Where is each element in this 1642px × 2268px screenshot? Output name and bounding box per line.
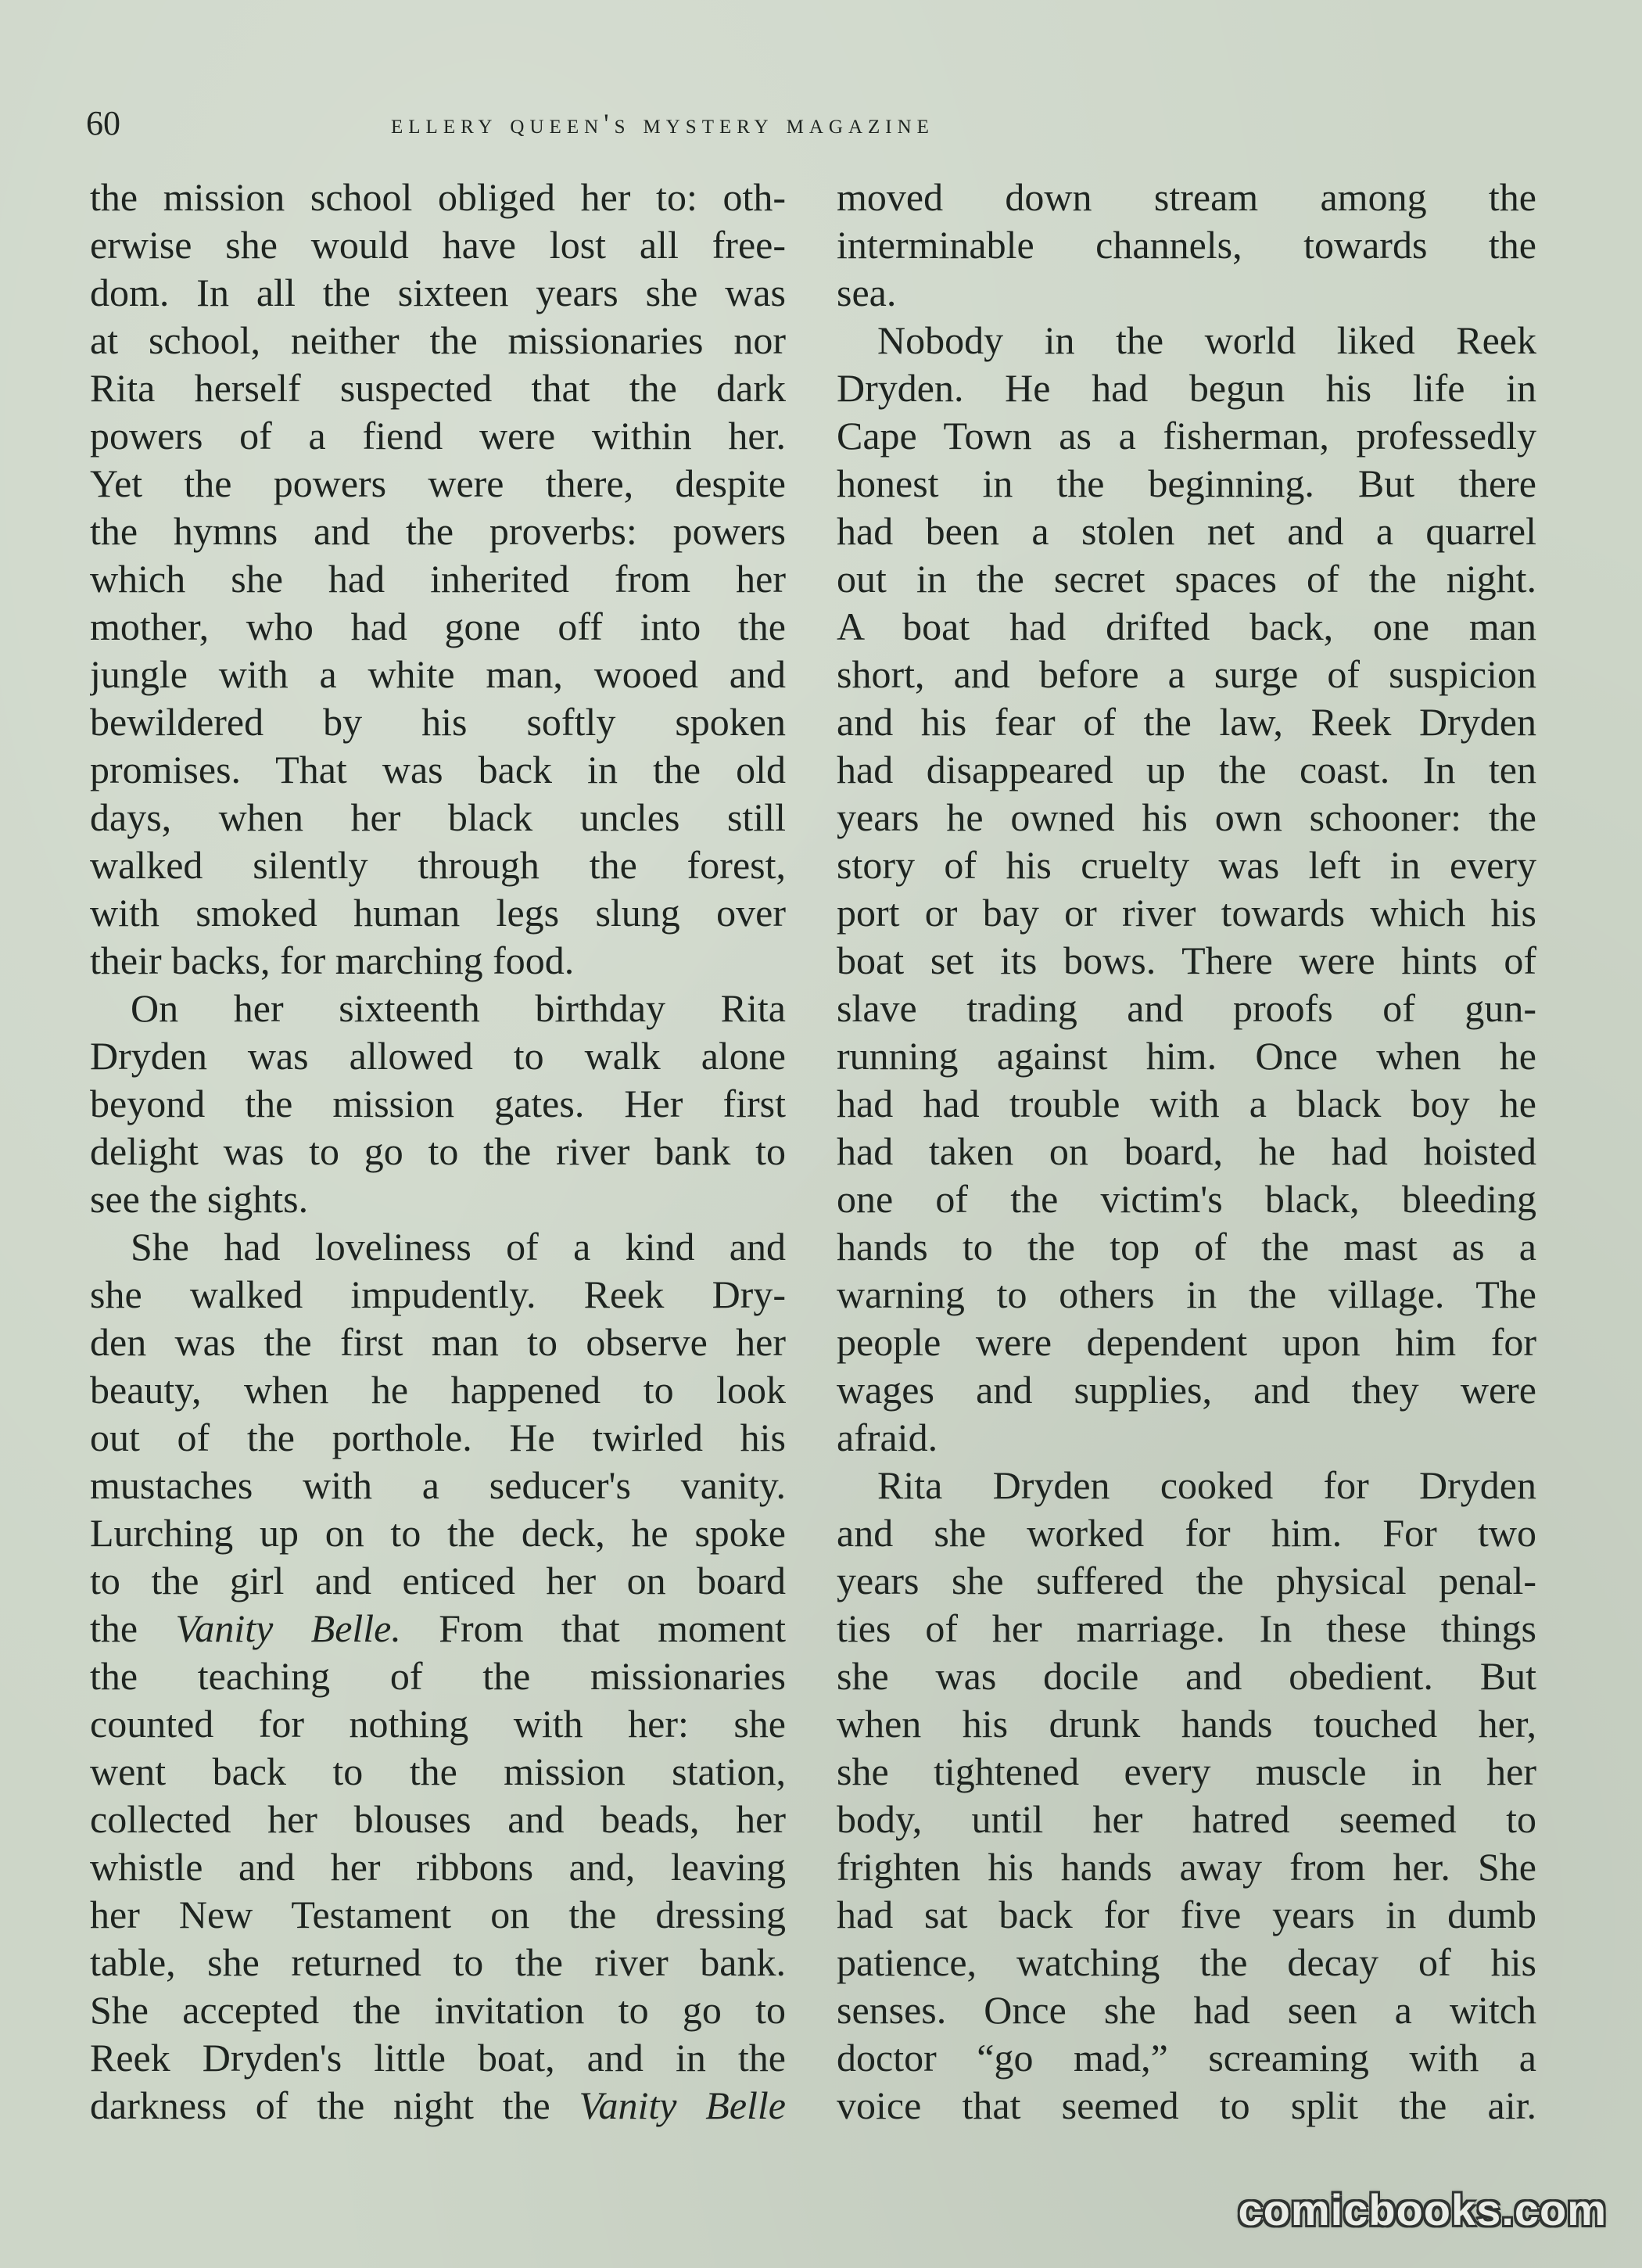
text-line: Rita Dryden cooked for Dryden: [877, 1463, 1536, 1507]
text-line: honest in the beginning. But there: [837, 461, 1536, 505]
text-line: She accepted the invitation to go to: [90, 1988, 786, 2032]
text-line: she walked impudently. Reek Dry-: [90, 1272, 786, 1316]
right-column: [837, 174, 1536, 2130]
text-segment: the: [90, 1606, 176, 1650]
text-line: hands to the top of the mast as a: [837, 1225, 1536, 1269]
text-line: at school, neither the missionaries nor: [90, 318, 786, 362]
text-line: short, and before a surge of suspicion: [837, 652, 1536, 696]
text-line: to the girl and enticed her on board: [90, 1559, 786, 1602]
text-line: had taken on board, he had hoisted: [837, 1129, 1536, 1173]
text-line: Dryden was allowed to walk alone: [90, 1034, 786, 1078]
text-line: slave trading and proofs of gun-: [837, 986, 1536, 1030]
text-line: had had trouble with a black boy he: [837, 1082, 1536, 1125]
text-line: had sat back for five years in dumb: [837, 1893, 1536, 1936]
text-line: frighten his hands away from her. She: [837, 1845, 1536, 1889]
text-line: with smoked human legs slung over: [90, 891, 786, 935]
text-line: beyond the mission gates. Her first: [90, 1082, 786, 1125]
text-line: den was the first man to observe her: [90, 1320, 786, 1364]
text-line: jungle with a white man, wooed and: [90, 652, 786, 696]
text-line: had disappeared up the coast. In ten: [837, 748, 1536, 791]
text-line: the mission school obliged her to: oth-: [90, 175, 786, 219]
text-line: her New Testament on the dressing: [90, 1893, 786, 1936]
text-line: counted for nothing with her: she: [90, 1702, 786, 1746]
ship-name: Vanity Belle: [579, 2083, 786, 2127]
text-line: mother, who had gone off into the: [90, 605, 786, 648]
text-line: ties of her marriage. In these things: [837, 1606, 1536, 1650]
text-line: collected her blouses and beads, her: [90, 1797, 786, 1841]
text-segment: From that moment: [400, 1606, 786, 1650]
text-line: their backs, for marching food.: [90, 938, 575, 982]
text-line: mustaches with a seducer's vanity.: [90, 1463, 786, 1507]
text-line: and his fear of the law, Reek Dryden: [837, 700, 1536, 744]
text-line: out in the secret spaces of the night.: [837, 557, 1536, 601]
text-line: boat set its bows. There were hints of: [837, 938, 1536, 982]
magazine-title: ellery queen's mystery magazine: [391, 108, 934, 139]
text-line: port or bay or river towards which his: [837, 891, 1536, 935]
text-line: Lurching up on to the deck, he spoke: [90, 1511, 786, 1555]
text-line: body, until her hatred seemed to: [837, 1797, 1536, 1841]
text-line: dom. In all the sixteen years she was: [90, 271, 786, 314]
text-line: people were dependent upon him for: [837, 1320, 1536, 1364]
text-line: the teaching of the missionaries: [90, 1654, 786, 1698]
ship-name: Vanity Belle.: [175, 1606, 401, 1650]
running-head: [86, 100, 1533, 147]
text-line: which she had inherited from her: [90, 557, 786, 601]
text-line: afraid.: [837, 1416, 938, 1459]
text-line: beauty, when he happened to look: [90, 1368, 786, 1412]
text-line: years she suffered the physical penal-: [837, 1559, 1536, 1602]
text-line: On her sixteenth birthday Rita: [131, 986, 786, 1030]
text-line: Reek Dryden's little boat, and in the: [90, 2036, 786, 2080]
text-line: patience, watching the decay of his: [837, 1940, 1536, 1984]
text-line: moved down stream among the: [837, 175, 1536, 219]
text-line: the hymns and the proverbs: powers: [90, 509, 786, 553]
text-line: see the sights.: [90, 1177, 309, 1221]
text-line: Yet the powers were there, despite: [90, 461, 786, 505]
text-line: days, when her black uncles still: [90, 795, 786, 839]
text-line: bewildered by his softly spoken: [90, 700, 786, 744]
text-line: Rita herself suspected that the dark: [90, 366, 786, 410]
text-line: had been a stolen net and a quarrel: [837, 509, 1536, 553]
text-line: out of the porthole. He twirled his: [90, 1416, 786, 1459]
left-column: [90, 174, 786, 2130]
text-line: doctor “go mad,” screaming with a: [837, 2036, 1536, 2080]
text-line: erwise she would have lost all free-: [90, 223, 786, 267]
text-line: She had loveliness of a kind and: [131, 1225, 786, 1269]
text-line: Nobody in the world liked Reek: [877, 318, 1536, 362]
text-line: Cape Town as a fisherman, professedly: [837, 414, 1536, 458]
text-line: table, she returned to the river bank.: [90, 1940, 786, 1984]
text-line: sea.: [837, 271, 897, 314]
text-line: years he owned his own schooner: the: [837, 795, 1536, 839]
text-segment: darkness of the night the: [90, 2083, 579, 2127]
text-line: [90, 1605, 786, 1653]
text-line: running against him. Once when he: [837, 1034, 1536, 1078]
text-line: senses. Once she had seen a witch: [837, 1988, 1536, 2032]
text-line: went back to the mission station,: [90, 1749, 786, 1793]
watermark-text: comicbooks.com: [1238, 2185, 1607, 2234]
text-line: she was docile and obedient. But: [837, 1654, 1536, 1698]
text-line: delight was to go to the river bank to: [90, 1129, 786, 1173]
text-line: when his drunk hands touched her,: [837, 1702, 1536, 1746]
text-line: walked silently through the forest,: [90, 843, 786, 887]
text-line: promises. That was back in the old: [90, 748, 786, 791]
text-line: and she worked for him. For two: [837, 1511, 1536, 1555]
page-number: 60: [86, 104, 120, 142]
text-line: whistle and her ribbons and, leaving: [90, 1845, 786, 1889]
text-line: A boat had drifted back, one man: [837, 605, 1536, 648]
text-line: story of his cruelty was left in every: [837, 843, 1536, 887]
text-line: voice that seemed to split the air.: [837, 2083, 1536, 2127]
text-line: wages and supplies, and they were: [837, 1368, 1536, 1412]
text-line: warning to others in the village. The: [837, 1272, 1536, 1316]
text-line: Dryden. He had begun his life in: [837, 366, 1536, 410]
text-line: interminable channels, towards the: [837, 223, 1536, 267]
text-line: [90, 2082, 786, 2130]
text-line: powers of a fiend were within her.: [90, 414, 786, 458]
text-line: she tightened every muscle in her: [837, 1749, 1536, 1793]
text-line: one of the victim's black, bleeding: [837, 1177, 1536, 1221]
